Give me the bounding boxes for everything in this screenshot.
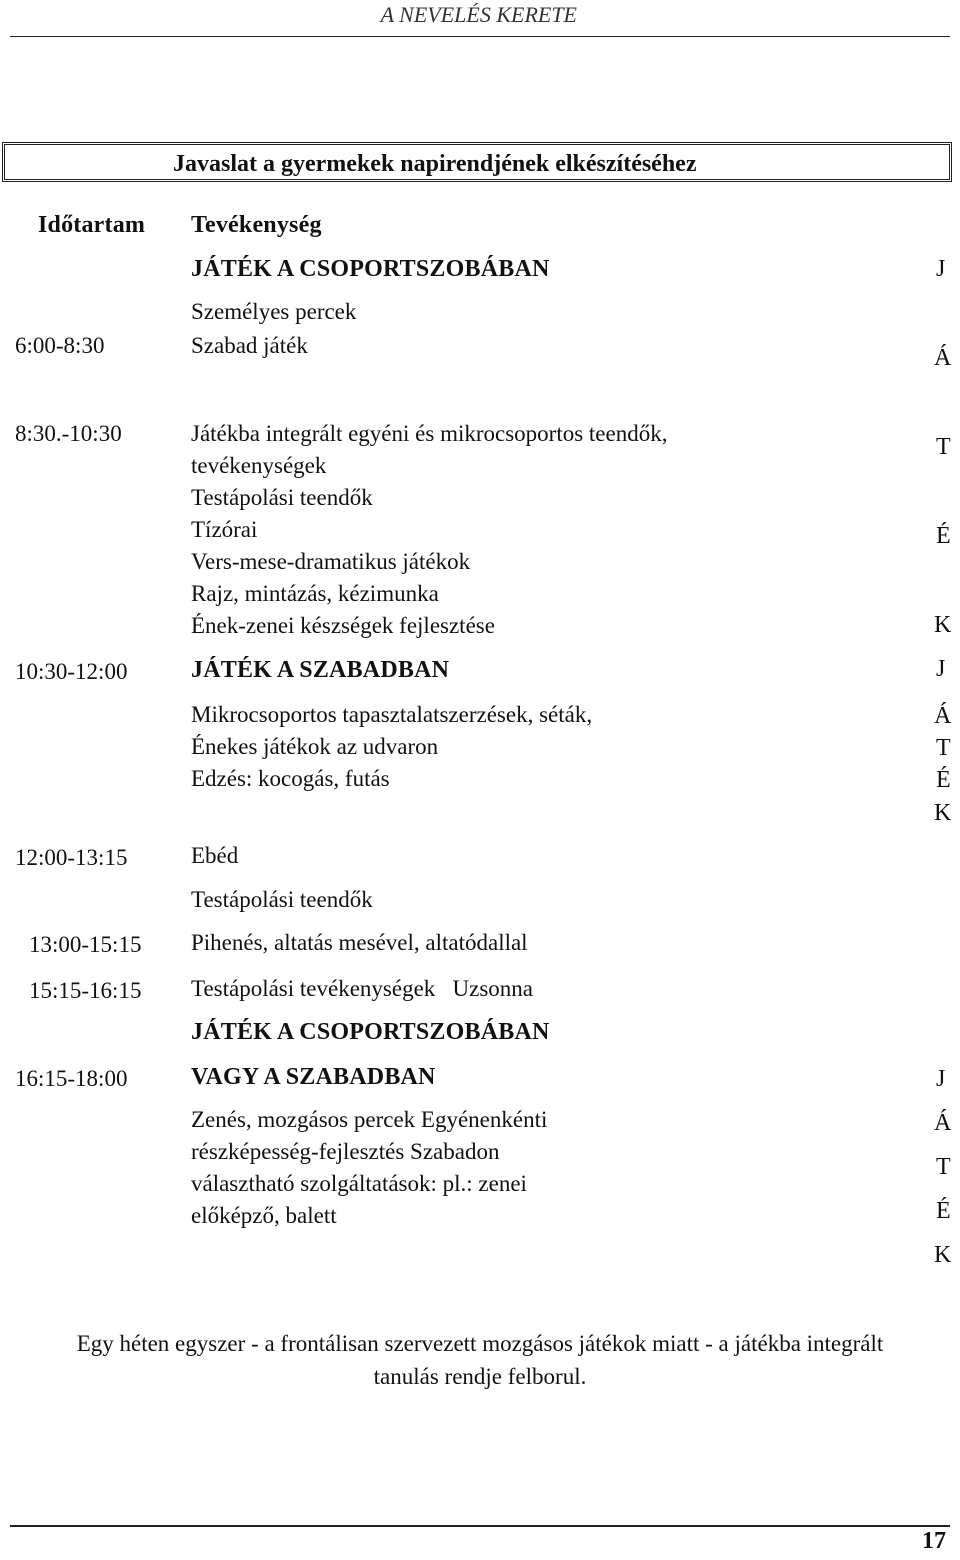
side-letter: K xyxy=(934,800,952,826)
side-letter: Á xyxy=(934,1110,952,1136)
time-range: 6:00-8:30 xyxy=(15,333,105,358)
page-number: 17 xyxy=(922,1528,946,1554)
activity-line: részképesség-fejlesztés Szabadon xyxy=(191,1139,500,1164)
running-header: A NEVELÉS KERETE xyxy=(380,2,577,27)
activity-line: Testápolási teendők xyxy=(191,887,373,912)
time-range: 12:00-13:15 xyxy=(15,845,128,870)
side-letter: T xyxy=(936,1154,951,1180)
column-header-activity: Tevékenység xyxy=(191,212,322,238)
activity-line: Tízórai xyxy=(191,517,258,542)
side-letter: É xyxy=(936,523,951,549)
activity-line: Mikrocsoportos tapasztalatszerzések, séták, xyxy=(191,702,593,727)
column-header-time: Időtartam xyxy=(38,212,146,238)
side-letter: É xyxy=(936,1198,951,1224)
time-range: 8:30.-10:30 xyxy=(15,421,122,446)
side-letter: T xyxy=(936,434,951,460)
time-range: 13:00-15:15 xyxy=(29,932,142,957)
activity-line: Pihenés, altatás mesével, altatódallal xyxy=(191,930,528,955)
activity-line: előképző, balett xyxy=(191,1203,337,1228)
side-letter: Á xyxy=(934,703,952,729)
activity-line: Zenés, mozgásos percek Egyénenkénti xyxy=(191,1107,548,1132)
side-letter: Á xyxy=(934,345,952,371)
activity-line: Testápolási tevékenységek Uzsonna xyxy=(191,976,534,1001)
table-title-box xyxy=(2,142,952,182)
time-range: 16:15-18:00 xyxy=(15,1066,128,1091)
section-heading: JÁTÉK A CSOPORTSZOBÁBAN xyxy=(191,1019,550,1045)
side-letter: É xyxy=(936,767,951,793)
activity-line: Ének-zenei készségek fejlesztése xyxy=(191,613,495,638)
activity-line: Személyes percek xyxy=(191,299,357,324)
side-letter: J xyxy=(936,256,946,282)
side-letter: K xyxy=(934,612,952,638)
footer-note-line: Egy héten egyszer - a frontálisan szervezett mozgásos játékok miatt - a játékba integrált xyxy=(76,1331,884,1356)
side-letter: K xyxy=(934,1242,952,1268)
activity-line: Testápolási teendők xyxy=(191,485,373,510)
activity-line: Játékba integrált egyéni és mikrocsoportos teendők, xyxy=(191,421,668,446)
footer-note-line: tanulás rendje felborul. xyxy=(373,1364,587,1389)
side-letter: J xyxy=(936,1066,946,1092)
activity-line: Vers-mese-dramatikus játékok xyxy=(191,549,471,574)
activity-line: Edzés: kocogás, futás xyxy=(191,766,390,791)
table-title: Javaslat a gyermekek napirendjének elkészítéséhez xyxy=(173,151,697,177)
side-letter: T xyxy=(936,735,951,761)
time-range: 15:15-16:15 xyxy=(29,978,142,1003)
time-range: 10:30-12:00 xyxy=(15,659,128,684)
section-heading: JÁTÉK A CSOPORTSZOBÁBAN xyxy=(191,256,550,282)
side-letter: J xyxy=(936,656,946,682)
activity-line: Rajz, mintázás, kézimunka xyxy=(191,581,439,606)
section-heading: VAGY A SZABADBAN xyxy=(191,1064,436,1090)
activity-line: Szabad játék xyxy=(191,333,308,358)
activity-line: Énekes játékok az udvaron xyxy=(191,734,439,759)
section-heading: JÁTÉK A SZABADBAN xyxy=(191,657,450,683)
activity-line: választható szolgáltatások: pl.: zenei xyxy=(191,1171,527,1196)
header-rule xyxy=(10,36,950,37)
footer-rule xyxy=(10,1525,950,1527)
activity-line: Ebéd xyxy=(191,843,239,868)
activity-line: tevékenységek xyxy=(191,453,327,478)
